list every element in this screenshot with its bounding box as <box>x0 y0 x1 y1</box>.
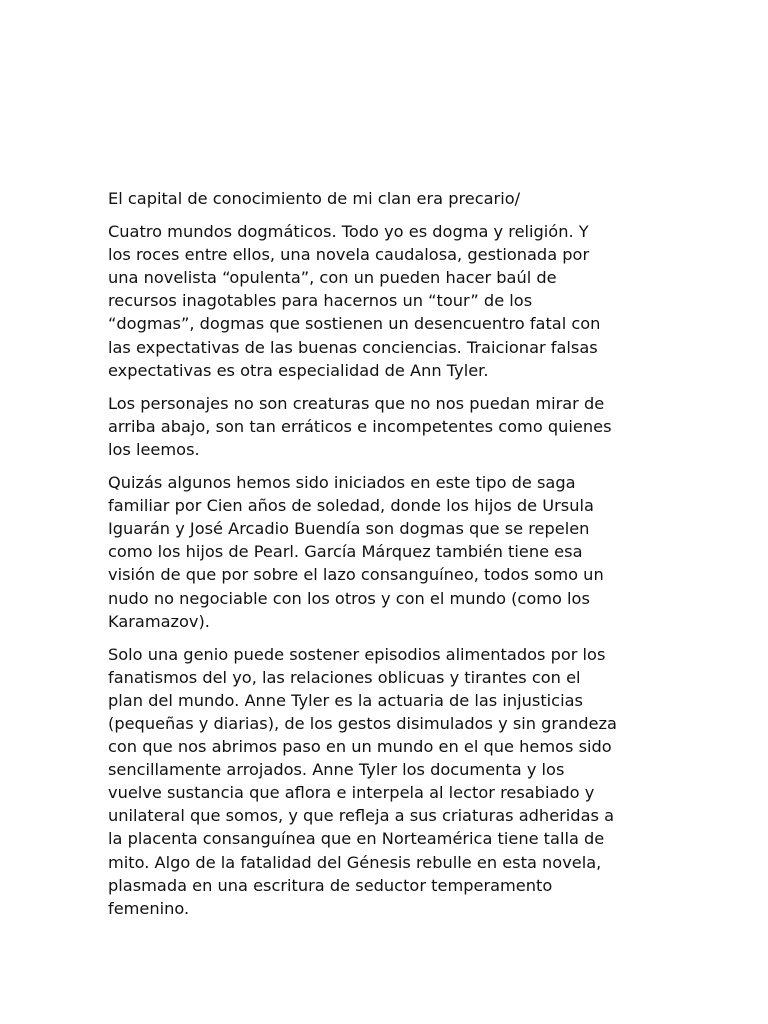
paragraph-1: El capital de conocimiento de mi clan era precario/ <box>108 189 521 208</box>
paragraph-3: Los personajes no son creaturas que no nos puedan mirar de arriba abajo, son tan erráticos e incompetentes como quienes los leemos. <box>108 393 612 459</box>
document-body <box>108 187 668 930</box>
paragraph-4: Quizás algunos hemos sido iniciados en este tipo de saga familiar por Cien años de soledad, donde los hijos de Ursula Iguarán y José Arcadio Buendía son dogmas que se repelen como los hijos de Pearl. García Márquez también tiene esa visión de que por sobre el lazo consanguíneo, todos somo un nudo no negociable con los otros y con el mundo (como los Karamazov). <box>108 473 604 631</box>
paragraph-5: Solo una genio puede sostener episodios alimentados por los fanatismos del yo, las relaciones oblicuas y tirantes con el plan del mundo. Anne Tyler es la actuaria de las injusticias (pequeñas y diarias), de los gestos disimulados y sin grandeza con que nos abrimos paso en un mundo en el que hemos sido sencillamente arrojados. Anne Tyler los documenta y los vuelve sustancia que aflora e interpela al lector resabiado y unilateral que somos, y que refleja a sus criaturas adheridas a la placenta consanguínea que en Norteamérica tiene talla de mito. Algo de la fatalidad del Génesis rebulle en esta novela, plasmada en una escritura de seductor temperamento femenino. <box>108 644 617 918</box>
paragraph-2: Cuatro mundos dogmáticos. Todo yo es dogma y religión. Y los roces entre ellos, una novela caudalosa, gestionada por una novelista “opulenta”, con un pueden hacer baúl de recursos inagotables para hacernos un “tour” de los “dogmas”, dogmas que sostienen un desencuentro fatal con las expectativas de las buenas conciencias. Traicionar falsas expectativas es otra especialidad de Ann Tyler. <box>108 222 601 380</box>
